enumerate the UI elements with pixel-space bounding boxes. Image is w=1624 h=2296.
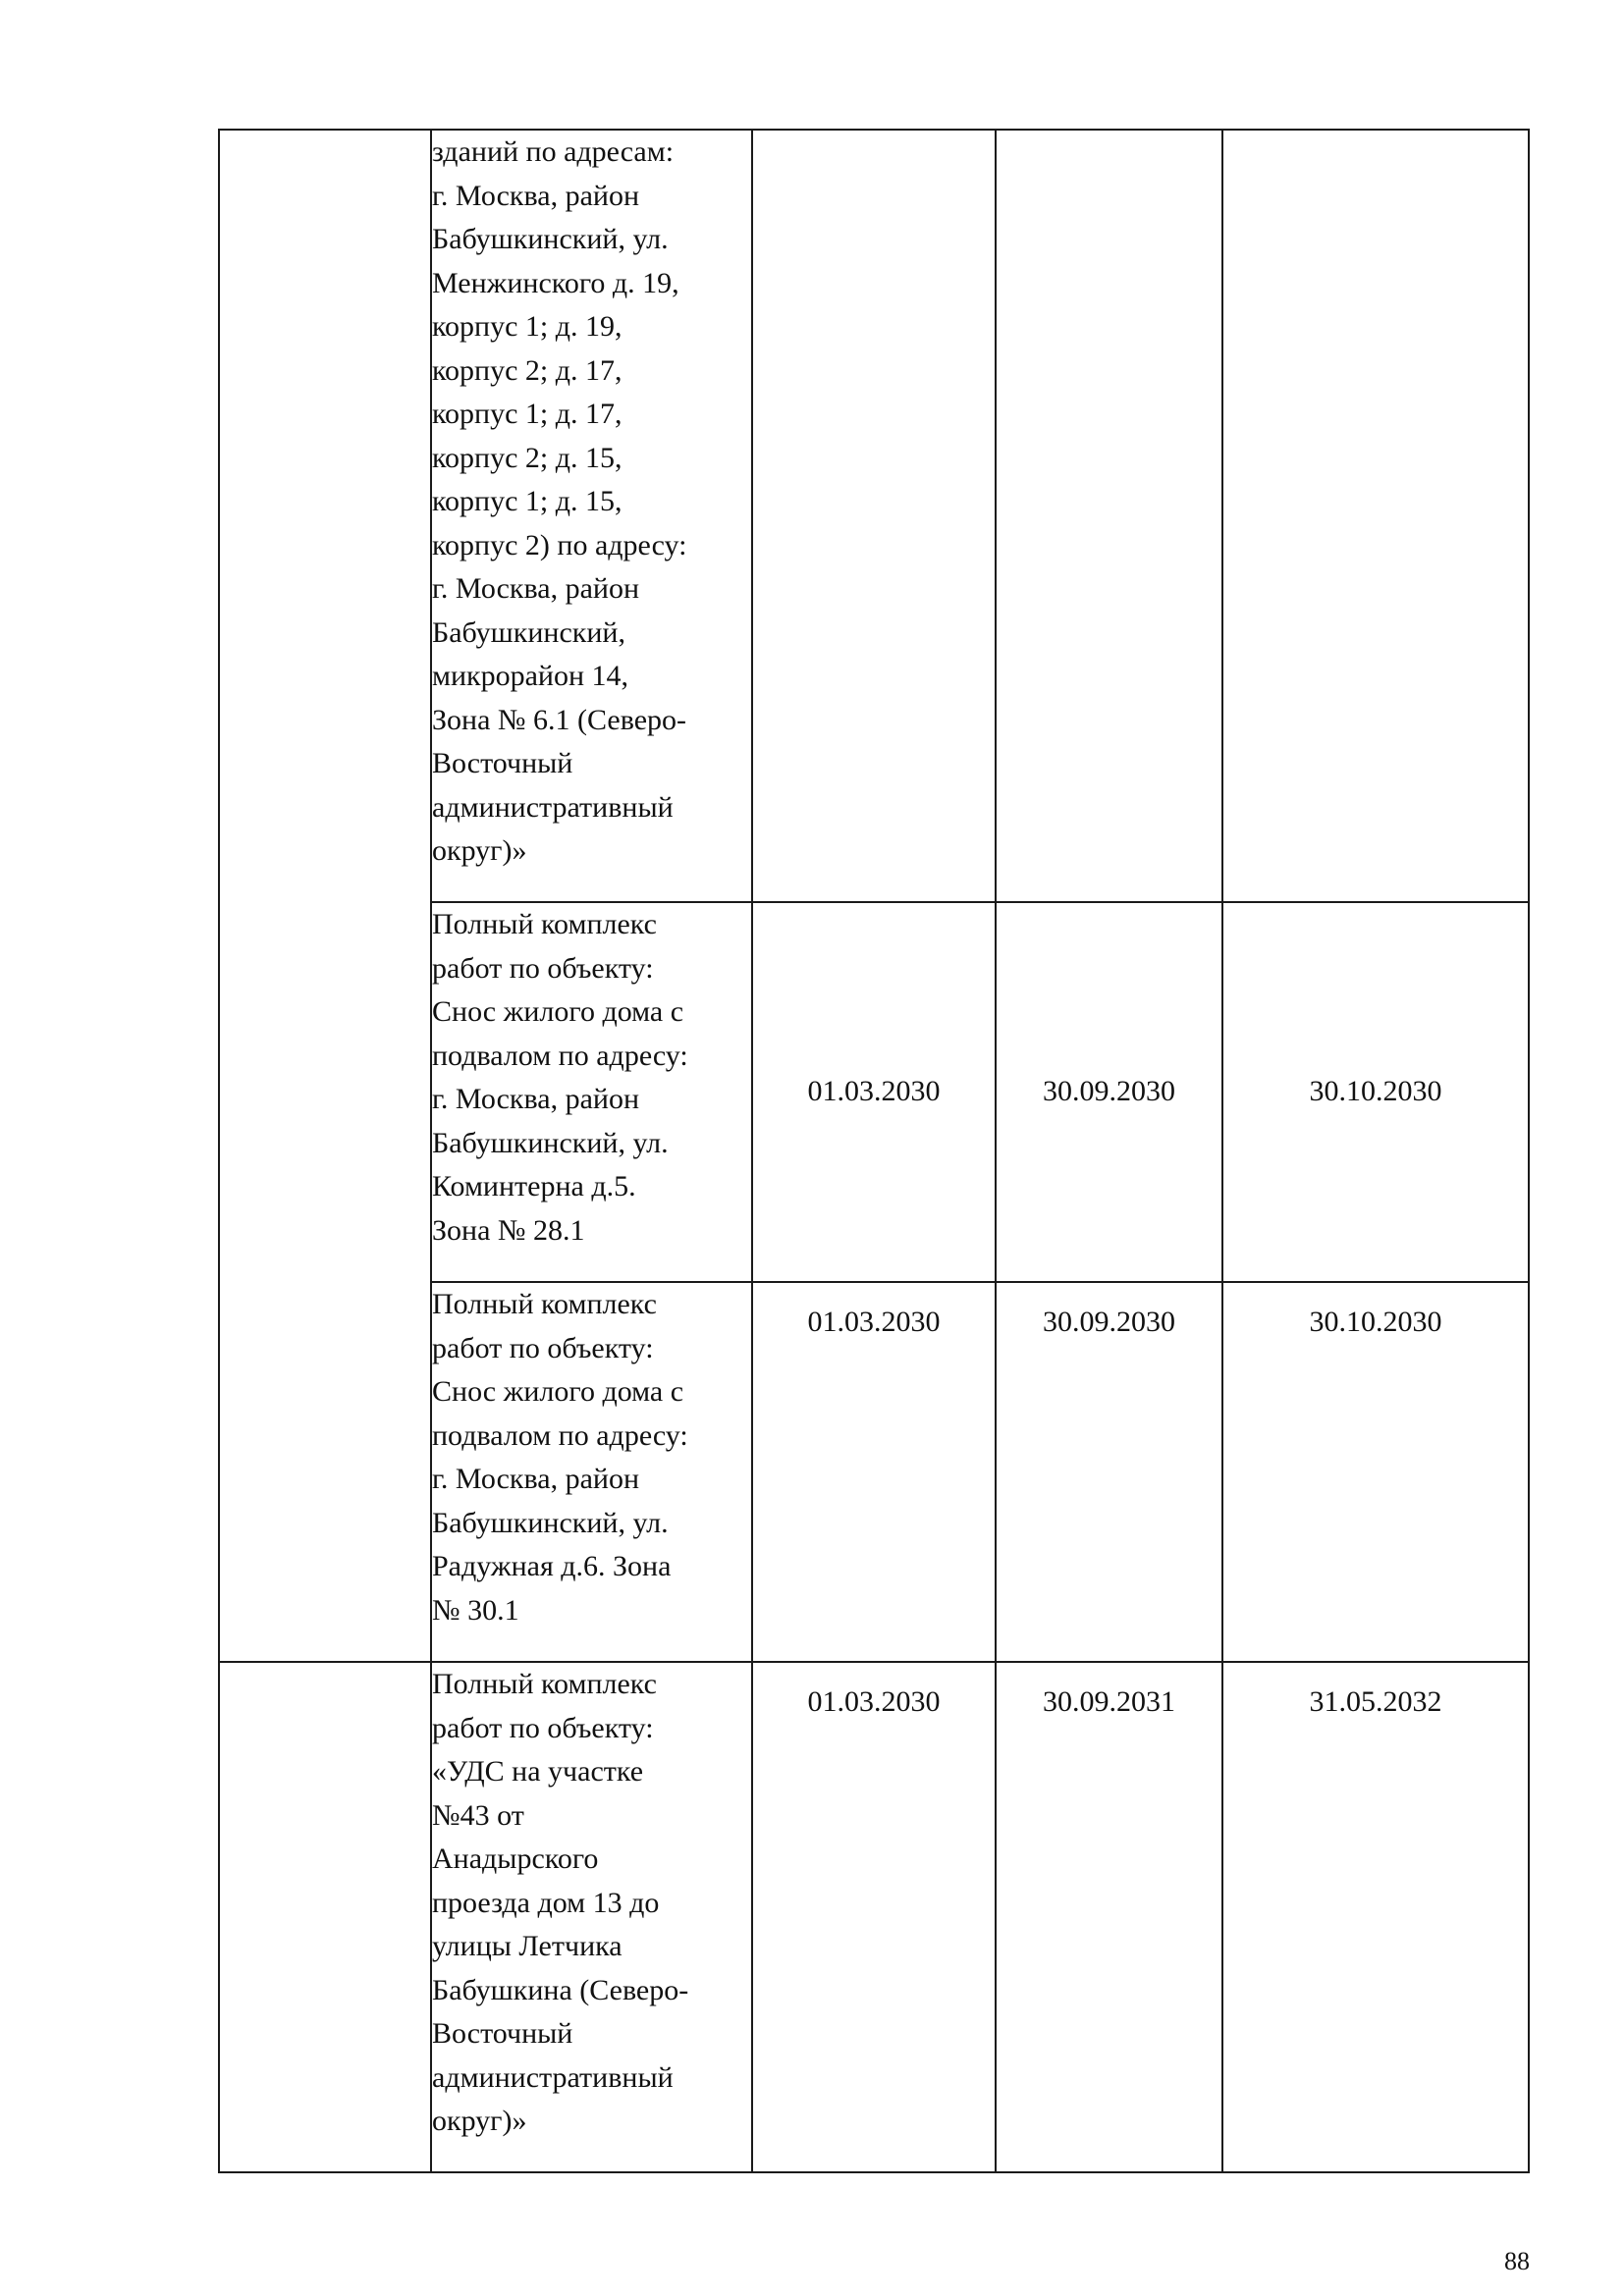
deadline-date-cell <box>1222 130 1529 902</box>
description-line: корпус 2; д. 15, <box>432 441 623 474</box>
description-line: работ по объекту: <box>432 1331 654 1364</box>
description-cell <box>431 902 752 1282</box>
start-date-cell: 01.03.2030 <box>752 902 996 1282</box>
start-date-cell: 01.03.2030 <box>752 1662 996 2172</box>
description-line: Бабушкинский, <box>432 615 625 649</box>
description-line: округ)» <box>432 834 527 867</box>
page-number: 88 <box>1504 2247 1530 2275</box>
description-line: Полный комплекс <box>432 1668 657 1700</box>
description-line: Бабушкина (Северо- <box>432 1973 689 2006</box>
description-line: микрорайон 14, <box>432 660 629 692</box>
table-row <box>219 130 1529 902</box>
description-line: подвалом по адресу: <box>432 1039 688 1072</box>
description-line: Восточный <box>432 2017 573 2050</box>
description-line: округ)» <box>432 2105 527 2137</box>
description-line: Снос жилого дома с <box>432 1375 684 1408</box>
description-line: Менжинского д. 19, <box>432 266 679 299</box>
description-cell <box>431 130 752 902</box>
description-line: Бабушкинский, ул. <box>432 1126 669 1159</box>
description-line: корпус 1; д. 15, <box>432 485 623 517</box>
description-line: Бабушкинский, ул. <box>432 1506 669 1539</box>
group-cell <box>219 130 431 1662</box>
description-line: работ по объекту: <box>432 951 654 985</box>
description-line: корпус 1; д. 17, <box>432 398 623 430</box>
description-line: работ по объекту: <box>432 1711 654 1744</box>
description-line: №43 от <box>432 1798 524 1832</box>
description-line: Полный комплекс <box>432 1288 657 1320</box>
description-line: № 30.1 <box>432 1593 519 1627</box>
deadline-date-cell: 31.05.2032 <box>1222 1662 1529 2172</box>
deadline-date-cell: 30.10.2030 <box>1222 902 1529 1282</box>
description-cell <box>431 1282 752 1662</box>
description-line: Восточный <box>432 747 573 779</box>
description-cell <box>431 1662 752 2172</box>
table-row <box>219 1662 1529 2172</box>
description-line: проезда дом 13 до <box>432 1886 660 1919</box>
description-line: подвалом по адресу: <box>432 1418 688 1452</box>
description-line: улицы Летчика <box>432 1930 623 1962</box>
description-line: зданий по адресам: <box>432 135 675 168</box>
description-line: «УДС на участке <box>432 1755 644 1788</box>
description-line: Снос жилого дома с <box>432 995 684 1028</box>
end-date-cell: 30.09.2030 <box>996 1282 1222 1662</box>
description-line: Анадырского <box>432 1842 599 1875</box>
start-date-cell <box>752 130 996 902</box>
works-schedule-table <box>218 129 1530 2173</box>
end-date-cell: 30.09.2030 <box>996 902 1222 1282</box>
description-line: Полный комплекс <box>432 908 657 940</box>
group-cell <box>219 1662 431 2172</box>
description-line: Радужная д.6. Зона <box>432 1550 672 1582</box>
description-line: Зона № 6.1 (Северо- <box>432 703 686 736</box>
start-date-cell: 01.03.2030 <box>752 1282 996 1662</box>
description-line: г. Москва, район <box>432 1463 639 1495</box>
description-line: Коминтерна д.5. <box>432 1170 636 1202</box>
description-line: корпус 1; д. 19, <box>432 310 623 343</box>
description-line: административный <box>432 790 674 824</box>
description-line: г. Москва, район <box>432 572 639 605</box>
description-line: г. Москва, район <box>432 179 639 212</box>
end-date-cell <box>996 130 1222 902</box>
description-line: административный <box>432 2060 674 2094</box>
description-line: Бабушкинский, ул. <box>432 223 669 255</box>
description-line: Зона № 28.1 <box>432 1213 585 1247</box>
deadline-date-cell: 30.10.2030 <box>1222 1282 1529 1662</box>
description-line: корпус 2; д. 17, <box>432 353 623 387</box>
description-line: г. Москва, район <box>432 1083 639 1115</box>
end-date-cell: 30.09.2031 <box>996 1662 1222 2172</box>
description-line: корпус 2) по адресу: <box>432 528 687 561</box>
